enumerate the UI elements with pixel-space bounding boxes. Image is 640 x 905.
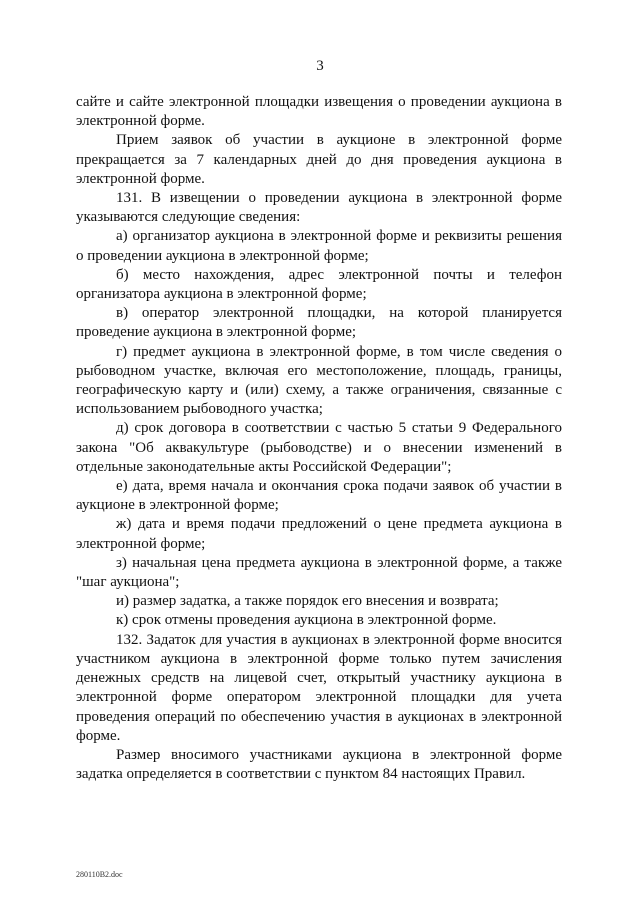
paragraph-deposit-size: Размер вносимого участниками аукциона в электронной форме задатка определяется в соответствии с пунктом 84 настоящих Правил. xyxy=(76,746,562,783)
list-item-k: к) срок отмены проведения аукциона в электронной форме. xyxy=(116,612,497,629)
list-item-b: б) место нахождения, адрес электронной почты и телефон организатора аукциона в электронной форме; xyxy=(76,266,562,303)
list-item-e: е) дата, время начала и окончания срока подачи заявок об участии в аукционе в электронной форме; xyxy=(76,478,562,514)
list-item-a: а) организатор аукциона в электронной форме и реквизиты решения о проведении аукциона в электронной форме; xyxy=(76,228,562,264)
list-item-g: г) предмет аукциона в электронной форме, в том числе сведения о рыбоводном участке, включая его местоположение, площадь, границы, географическую карту и (или) схему, а также ограничения, связанные с использованием рыбоводного участка; xyxy=(76,343,562,418)
footer-filename: 280110B2.doc xyxy=(76,870,123,879)
paragraph-application-deadline: Прием заявок об участии в аукционе в электронной форме прекращается за 7 календарных дней до дня проведения аукциона в электронной форме. xyxy=(76,132,562,187)
list-item-z: з) начальная цена предмета аукциона в электронной форме, а также "шаг аукциона"; xyxy=(76,554,562,591)
list-item-zh: ж) дата и время подачи предложений о цене предмета аукциона в электронной форме; xyxy=(76,516,562,552)
page-number: 3 xyxy=(316,58,324,74)
list-item-v: в) оператор электронной площадки, на которой планируется проведение аукциона в электронной форме; xyxy=(76,305,562,341)
document-body xyxy=(76,93,562,784)
list-item-d: д) срок договора в соответствии с частью 5 статьи 9 Федерального закона "Об аквакультуре (рыбоводстве) и о внесении изменений в отдельные законодательные акты Российской Федерации"; xyxy=(76,420,562,475)
paragraph-132: 132. Задаток для участия в аукционах в электронной форме вносится участником аукциона в электронной форме только путем зачисления денежных средств на лицевой счет, открытый участнику аукциона в электронной форме оператором электронной площадки для учета проведения операций по обеспечению участия в аукционах в электронной форме. xyxy=(76,631,562,744)
paragraph-131: 131. В извещении о проведении аукциона в электронной форме указываются следующие сведения: xyxy=(76,190,562,226)
list-item-i: и) размер задатка, а также порядок его внесения и возврата; xyxy=(116,593,499,610)
paragraph-continuation: сайте и сайте электронной площадки извещения о проведении аукциона в электронной форме. xyxy=(76,94,562,130)
